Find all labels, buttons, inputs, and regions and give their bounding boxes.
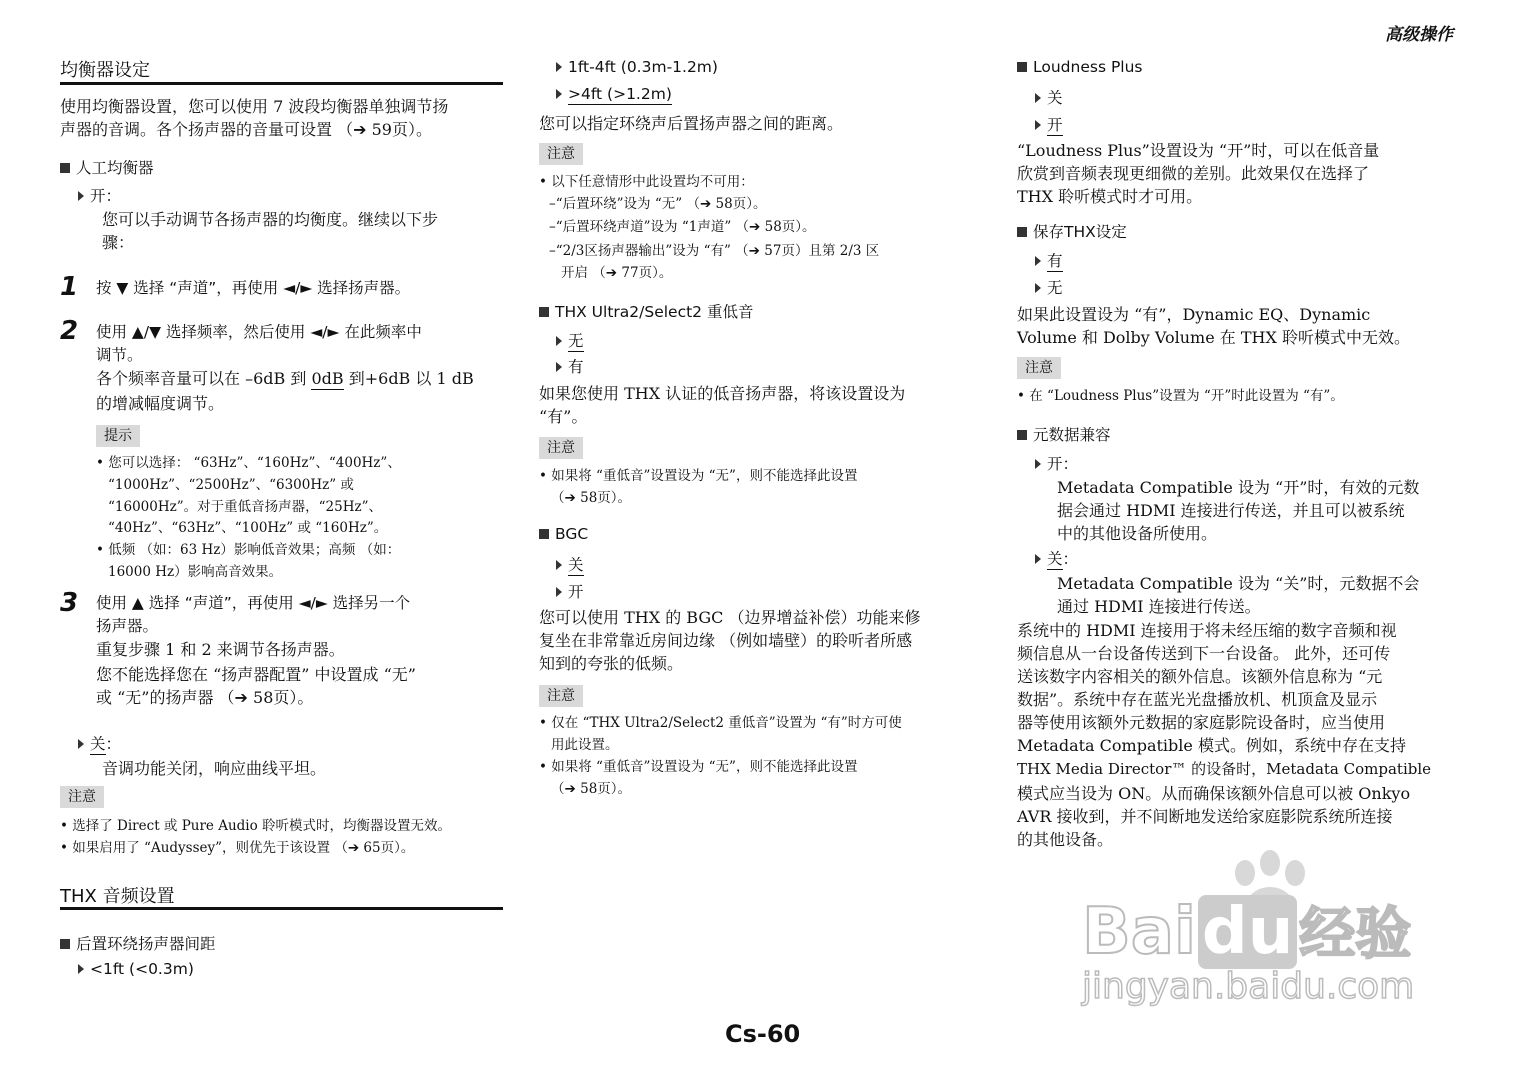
step-3-text-a: 使用 ▲ 选择 “声道”，再使用 ◄/► 选择另一个 bbox=[96, 594, 411, 612]
bgc-note-2a: • 如果将 “重低音”设置设为 “无”，则不能选择此设置 bbox=[539, 759, 858, 775]
meta-para-3: 送该数字内容相关的额外信息。该额外信息称为 “元 bbox=[1017, 667, 1383, 686]
loud-option-2: 开 bbox=[1035, 113, 1063, 135]
meta-para-4: 数据”。系统中存在蓝光光盘播放机、机顶盒及显示 bbox=[1017, 690, 1378, 709]
meta-para-8: 模式应当设为 ON。从而确保该额外信息可以被 Onkyo bbox=[1017, 784, 1411, 803]
triangle-right-icon bbox=[1035, 93, 1041, 103]
triangle-right-icon bbox=[1035, 120, 1041, 130]
rear-note-1: • 以下任意情形中此设置均不可用： bbox=[539, 174, 754, 190]
rear-option-1: <1ft (<0.3m) bbox=[78, 960, 194, 978]
step-3-text-e: 或 “无”的扬声器 （➔ 58页）。 bbox=[96, 688, 314, 707]
meta-on-1: Metadata Compatible 设为 “开”时，有效的元数 bbox=[1057, 478, 1420, 497]
triangle-right-icon bbox=[78, 739, 84, 749]
rear-option-3: >4ft (>1.2m) bbox=[556, 85, 672, 103]
meta-para-9: AVR 接收到，并不间断地发送给家庭影院系统所连接 bbox=[1017, 807, 1393, 826]
watermark-brand: Baidu 经验 bbox=[1082, 895, 1412, 969]
note-badge: 注意 bbox=[539, 437, 583, 459]
bgc-note-1a: • 仅在 “THX Ultra2/Select2 重低音”设置为 “有”时方可使 bbox=[539, 715, 902, 731]
rear-note-2: –“后置环绕”设为 “无” （➔ 58页）。 bbox=[549, 196, 767, 212]
step-1-text: 按 ▼ 选择 “声道”，再使用 ◄/► 选择扬声器。 bbox=[96, 279, 411, 297]
bass-note-2: （➔ 58页）。 bbox=[551, 490, 632, 506]
rear-note-4a: –“2/3区扬声器输出”设为 “有” （➔ 57页）且第 2/3 区 bbox=[549, 243, 880, 259]
meta-option-on: 开： bbox=[1035, 452, 1078, 474]
triangle-right-icon bbox=[556, 560, 562, 570]
off-desc: 音调功能关闭，响应曲线平坦。 bbox=[102, 759, 327, 778]
loud-desc-3: THX 聆听模式时才可用。 bbox=[1017, 187, 1203, 206]
tip-2-a: • 低频 （如：63 Hz）影响低音效果；高频 （如： bbox=[96, 542, 401, 558]
rear-desc: 您可以指定环绕声后置扬声器之间的距离。 bbox=[539, 114, 844, 133]
square-bullet-icon bbox=[1017, 430, 1027, 440]
eq-title: 均衡器设定 bbox=[60, 60, 150, 81]
triangle-right-icon bbox=[1035, 283, 1041, 293]
note-badge: 注意 bbox=[60, 786, 104, 808]
bass-option-2: 有 bbox=[556, 355, 584, 377]
thx-title: THX 音频设置 bbox=[60, 886, 175, 907]
bgc-option-1: 关 bbox=[556, 553, 584, 575]
bass-desc-1: 如果您使用 THX 认证的低音扬声器，将该设置设为 bbox=[539, 384, 906, 403]
bgc-heading: BGC bbox=[539, 525, 588, 543]
rear-option-2: 1ft-4ft (0.3m-1.2m) bbox=[556, 58, 718, 76]
triangle-right-icon bbox=[556, 587, 562, 597]
triangle-right-icon bbox=[78, 964, 84, 974]
rear-distance-heading: 后置环绕扬声器间距 bbox=[60, 932, 216, 954]
eq-intro-1: 使用均衡器设置，您可以使用 7 波段均衡器单独调节扬 bbox=[60, 97, 449, 116]
manual-eq-heading: 人工均衡器 bbox=[60, 156, 154, 178]
triangle-right-icon bbox=[1035, 554, 1041, 564]
tip-1-d: “40Hz”、“63Hz”、“100Hz” 或 “160Hz”。 bbox=[108, 520, 388, 536]
step-2-text-a: 使用 ▲/▼ 选择频率，然后使用 ◄/► 在此频率中 bbox=[96, 323, 422, 341]
loudness-heading: Loudness Plus bbox=[1017, 58, 1143, 76]
square-bullet-icon bbox=[539, 529, 549, 539]
save-thx-heading: 保存THX设定 bbox=[1017, 220, 1127, 242]
square-bullet-icon bbox=[539, 307, 549, 317]
step-3-text-b: 扬声器。 bbox=[96, 617, 159, 635]
meta-para-5: 器等使用该额外元数据的家庭影院设备时，应当使用 bbox=[1017, 713, 1386, 732]
bgc-note-2b: （➔ 58页）。 bbox=[551, 781, 632, 797]
thx-bass-heading: THX Ultra2/Select2 重低音 bbox=[539, 300, 753, 322]
tip-1-b: “1000Hz”、“2500Hz”、“6300Hz” 或 bbox=[108, 477, 354, 493]
bgc-note-1b: 用此设置。 bbox=[551, 737, 619, 753]
loud-desc-2: 欣赏到音频表现更细微的差别。此效果仅在选择了 bbox=[1017, 164, 1370, 183]
bgc-desc-1: 您可以使用 THX 的 BGC （边界增益补偿）功能来修 bbox=[539, 608, 921, 627]
option-on: 开： bbox=[78, 184, 121, 206]
meta-para-10: 的其他设备。 bbox=[1017, 830, 1114, 849]
note-badge: 注意 bbox=[539, 685, 583, 707]
meta-para-2: 频信息从一台设备传送到下一台设备。 此外，还可传 bbox=[1017, 644, 1391, 663]
square-bullet-icon bbox=[60, 163, 70, 173]
metadata-heading: 元数据兼容 bbox=[1017, 423, 1111, 445]
save-desc-1: 如果此设置设为 “有”，Dynamic EQ、Dynamic bbox=[1017, 305, 1371, 324]
bass-note-1: • 如果将 “重低音”设置设为 “无”，则不能选择此设置 bbox=[539, 468, 858, 484]
save-option-1: 有 bbox=[1035, 249, 1063, 271]
triangle-right-icon bbox=[78, 191, 84, 201]
tip-1-a: • 您可以选择： “63Hz”、“160Hz”、“400Hz”、 bbox=[96, 455, 401, 471]
meta-option-off: 关： bbox=[1035, 547, 1078, 569]
meta-para-6: Metadata Compatible 模式。例如，系统中存在支持 bbox=[1017, 736, 1406, 755]
section-header: 高级操作 bbox=[1385, 25, 1453, 45]
on-desc-1: 您可以手动调节各扬声器的均衡度。继续以下步 bbox=[102, 210, 439, 229]
loud-option-1: 关 bbox=[1035, 86, 1063, 108]
meta-para-7: THX Media Director™ 的设备时，Metadata Compatible bbox=[1017, 760, 1432, 778]
square-bullet-icon bbox=[60, 939, 70, 949]
triangle-right-icon bbox=[1035, 459, 1041, 469]
tip-1-c: “16000Hz”。对于重低音扬声器，“25Hz”、 bbox=[108, 499, 383, 515]
note-badge: 注意 bbox=[1017, 357, 1061, 379]
step-number-1: 1 bbox=[60, 272, 79, 302]
save-desc-2: Volume 和 Dolby Volume 在 THX 聆听模式中无效。 bbox=[1017, 328, 1410, 347]
triangle-right-icon bbox=[556, 362, 562, 372]
loud-desc-1: “Loudness Plus”设置设为 “开”时，可以在低音量 bbox=[1017, 141, 1380, 160]
watermark-url: jingyan.baidu.com bbox=[1082, 966, 1415, 1007]
meta-on-3: 中的其他设备所使用。 bbox=[1057, 524, 1218, 543]
save-option-2: 无 bbox=[1035, 276, 1063, 298]
step-2-text-b: 调节。 bbox=[96, 346, 143, 364]
square-bullet-icon bbox=[1017, 62, 1027, 72]
triangle-right-icon bbox=[556, 336, 562, 346]
bass-desc-2: “有”。 bbox=[539, 407, 588, 426]
tip-2-b: 16000 Hz）影响高音效果。 bbox=[108, 564, 283, 580]
triangle-right-icon bbox=[556, 62, 562, 72]
bass-option-1: 无 bbox=[556, 329, 584, 351]
triangle-right-icon bbox=[1035, 256, 1041, 266]
step-3-text-c: 重复步骤 1 和 2 来调节各扬声器。 bbox=[96, 640, 345, 659]
meta-on-2: 据会通过 HDMI 连接进行传送，并且可以被系统 bbox=[1057, 501, 1405, 520]
on-desc-2: 骤： bbox=[102, 233, 135, 252]
note-badge: 注意 bbox=[539, 143, 583, 165]
thx-title-rule bbox=[60, 907, 503, 910]
square-bullet-icon bbox=[1017, 227, 1027, 237]
step-2-text-c: 各个频率音量可以在 –6dB 到 0dB 到+6dB 以 1 dB bbox=[96, 369, 474, 388]
meta-off-2: 通过 HDMI 连接进行传送。 bbox=[1057, 597, 1261, 616]
step-3-text-d: 您不能选择您在 “扬声器配置” 中设置成 “无” bbox=[96, 665, 416, 684]
bgc-option-2: 开 bbox=[556, 580, 584, 602]
title-rule bbox=[60, 82, 503, 85]
page-number: Cs-60 bbox=[725, 1020, 801, 1048]
rear-note-3: –“后置环绕声道”设为 “1声道” （➔ 58页）。 bbox=[549, 219, 816, 235]
tip-badge: 提示 bbox=[96, 425, 140, 447]
bgc-desc-3: 知到的夸张的低频。 bbox=[539, 654, 684, 673]
step-number-2: 2 bbox=[60, 316, 79, 346]
meta-off-1: Metadata Compatible 设为 “关”时，元数据不会 bbox=[1057, 574, 1420, 593]
meta-para-1: 系统中的 HDMI 连接用于将未经压缩的数字音频和视 bbox=[1017, 621, 1397, 640]
step-2-text-d: 的增减幅度调节。 bbox=[96, 394, 225, 413]
step-number-3: 3 bbox=[60, 588, 79, 618]
bgc-desc-2: 复坐在非常靠近房间边缘 （例如墙壁）的聆听者所感 bbox=[539, 631, 913, 650]
note-2: • 如果启用了 “Audyssey”，则优先于该设置 （➔ 65页）。 bbox=[60, 840, 415, 856]
option-off: 关： bbox=[78, 732, 121, 754]
save-note: • 在 “Loudness Plus”设置为 “开”时此设置为 “有”。 bbox=[1017, 388, 1344, 404]
eq-intro-2: 声器的音调。各个扬声器的音量可设置 （➔ 59页）。 bbox=[60, 120, 432, 139]
note-1: • 选择了 Direct 或 Pure Audio 聆听模式时，均衡器设置无效。 bbox=[60, 818, 452, 834]
rear-note-4b: 开启 （➔ 77页）。 bbox=[561, 265, 673, 281]
triangle-right-icon bbox=[556, 89, 562, 99]
